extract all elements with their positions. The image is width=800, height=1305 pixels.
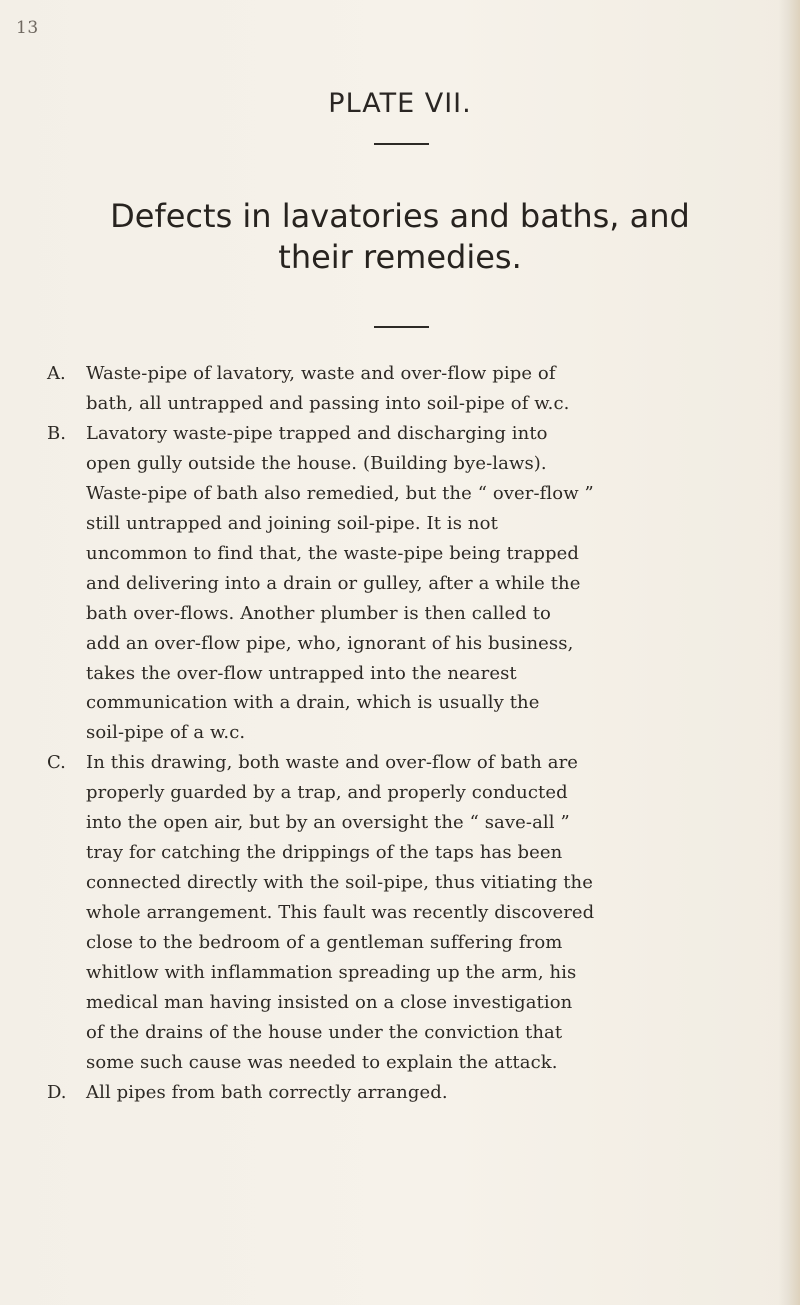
item-label: D.	[47, 1081, 67, 1103]
item-line: some such cause was needed to explain the attack.	[86, 1051, 558, 1073]
item-line: of the drains of the house under the conviction that	[86, 1021, 563, 1043]
section-heading	[0, 196, 800, 278]
item-line: medical man having insisted on a close investigation	[86, 992, 573, 1014]
item-line: In this drawing, both waste and over-flow of bath are	[86, 752, 579, 774]
item-line: soil-pipe of a w.c.	[86, 722, 246, 744]
defect-item-b	[47, 419, 737, 748]
page-number: 13	[16, 18, 39, 38]
item-line: still untrapped and joining soil-pipe. It is not	[86, 512, 498, 534]
item-line: bath over-flows. Another plumber is then called to	[86, 602, 551, 624]
section-heading-line-2: their remedies.	[278, 238, 522, 276]
item-line: Waste-pipe of bath also remedied, but the “ over-flow ”	[86, 482, 594, 504]
item-label: B.	[47, 422, 66, 444]
item-line: properly guarded by a trap, and properly conducted	[86, 782, 568, 804]
item-line: bath, all untrapped and passing into soil-pipe of w.c.	[86, 392, 570, 414]
item-line: add an over-flow pipe, who, ignorant of his business,	[86, 632, 574, 654]
item-label: C.	[47, 752, 66, 774]
title-divider-bottom	[374, 326, 429, 328]
item-label: A.	[47, 363, 66, 384]
item-line: takes the over-flow untrapped into the nearest	[86, 662, 517, 684]
item-line: whole arrangement. This fault was recently discovered	[86, 902, 595, 924]
item-line: connected directly with the soil-pipe, thus vitiating the	[86, 872, 593, 894]
item-line: and delivering into a drain or gulley, after a while the	[86, 572, 581, 594]
defect-item-c	[47, 748, 737, 1077]
item-line: tray for catching the drippings of the taps has been	[86, 842, 563, 864]
plate-title: PLATE VII.	[328, 88, 472, 119]
item-line: Lavatory waste-pipe trapped and discharging into	[86, 422, 548, 444]
item-line: Waste-pipe of lavatory, waste and over-flow pipe of	[86, 363, 556, 384]
item-line: whitlow with inflammation spreading up the arm, his	[86, 962, 577, 984]
title-divider-top	[374, 143, 429, 145]
item-line: communication with a drain, which is usually the	[86, 692, 540, 714]
section-heading-line-1: Defects in lavatories and baths, and	[110, 197, 690, 235]
item-line: uncommon to find that, the waste-pipe being trapped	[86, 542, 580, 564]
defect-list	[47, 359, 737, 1108]
item-line: All pipes from bath correctly arranged.	[86, 1081, 448, 1103]
item-line: into the open air, but by an oversight the “ save-all ”	[86, 812, 570, 834]
item-line: close to the bedroom of a gentleman suffering from	[86, 932, 563, 954]
defect-item-d	[47, 1078, 737, 1108]
item-line: open gully outside the house. (Building bye-laws).	[86, 452, 547, 474]
defect-item-a	[47, 359, 737, 419]
